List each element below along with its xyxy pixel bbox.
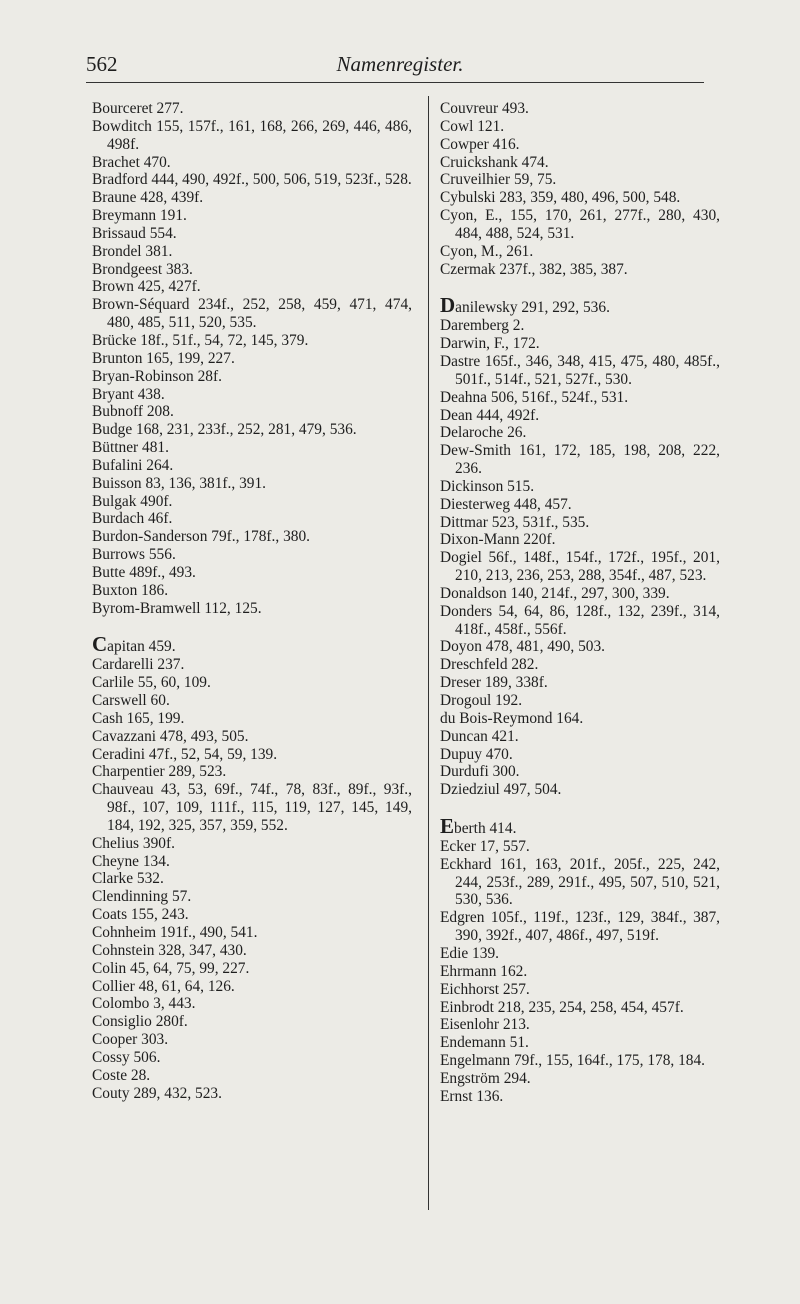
index-entry: Burdon-Sanderson 79f., 178f., 380.	[92, 528, 311, 546]
index-entry: Brown-Séquard 234f., 252, 258, 459, 471, 474, 480, 485, 511, 520, 535.	[92, 296, 412, 332]
index-entry: Clarke 532.	[92, 870, 164, 888]
index-entry: Byrom-Bramwell 112, 125.	[92, 599, 262, 617]
index-entry: Cowper 416.	[440, 135, 520, 153]
index-entry: Bubnoff 208.	[92, 403, 174, 421]
index-entry: Ecker 17, 557.	[440, 837, 530, 855]
index-entry: Dean 444, 492f.	[440, 406, 540, 424]
index-entry: Bulgak 490f.	[92, 492, 173, 510]
index-entry: Einbrodt 218, 235, 254, 258, 454, 457f.	[440, 998, 684, 1016]
index-entry: Budge 168, 231, 233f., 252, 281, 479, 536.	[92, 421, 357, 439]
index-entry: Cowl 121.	[440, 117, 505, 135]
index-entry: Braune 428, 439f.	[92, 189, 204, 207]
running-title: Namenregister.	[336, 52, 464, 76]
index-entry: Dogiel 56f., 148f., 154f., 172f., 195f., 201, 210, 213, 236, 253, 288, 354f., 487, 523.	[440, 549, 720, 585]
index-entry: Burdach 46f.	[92, 510, 173, 528]
index-entry: Bourceret 277.	[92, 100, 184, 117]
index-entry: Cooper 303.	[92, 1031, 169, 1049]
index-entry: Chauveau 43, 53, 69f., 74f., 78, 83f., 89f., 93f., 98f., 107, 109, 111f., 115, 119, 127, 145, 149, 184, 192, 325, 357, 359, 552.	[92, 781, 412, 834]
index-entry: Donders 54, 64, 86, 128f., 132, 239f., 314, 418f., 458f., 556f.	[440, 602, 720, 638]
index-entry: Dittmar 523, 531f., 535.	[440, 513, 590, 531]
index-entry: Engström 294.	[440, 1069, 531, 1087]
index-entry: Brunton 165, 199, 227.	[92, 349, 235, 367]
index-entry: Cossy 506.	[92, 1048, 161, 1066]
index-entry: Eichhorst 257.	[440, 980, 530, 998]
index-entry: Ernst 136.	[440, 1087, 504, 1105]
index-entry: Consiglio 280f.	[92, 1013, 188, 1031]
index-entry: Cohnstein 328, 347, 430.	[92, 941, 247, 959]
index-entry: Coats 155, 243.	[92, 906, 189, 924]
index-entry: Eberth 414.	[440, 814, 517, 839]
index-entry: Dreschfeld 282.	[440, 656, 539, 674]
index-entry: Cruveilhier 59, 75.	[440, 171, 557, 189]
section-gap	[440, 799, 720, 818]
index-entry: Cavazzani 478, 493, 505.	[92, 727, 249, 745]
index-entry: du Bois-Reymond 164.	[440, 709, 584, 727]
index-entry: Edie 139.	[440, 944, 499, 962]
index-entry: Coste 28.	[92, 1066, 151, 1084]
index-entry: Delaroche 26.	[440, 424, 527, 442]
index-entry: Couvreur 493.	[440, 100, 529, 117]
index-entry: Brown 425, 427f.	[92, 278, 201, 296]
index-entry: Cybulski 283, 359, 480, 496, 500, 548.	[440, 189, 681, 207]
index-entry: Bowditch 155, 157f., 161, 168, 266, 269, 446, 486, 498f.	[92, 117, 412, 153]
index-entry: Daremberg 2.	[440, 317, 525, 335]
index-entry: Brachet 470.	[92, 153, 171, 171]
index-entry: Buxton 186.	[92, 581, 169, 599]
index-entry: Clendinning 57.	[92, 888, 192, 906]
index-entry: Drogoul 192.	[440, 692, 523, 709]
index-entry: Dickinson 515.	[440, 477, 535, 495]
index-entry: Darwin, F., 172.	[440, 335, 540, 353]
index-entry: Charpentier 289, 523.	[92, 763, 227, 781]
index-entry: Edgren 105f., 119f., 123f., 129, 384f., 387, 390, 392f., 407, 486f., 497, 519f.	[440, 909, 720, 945]
index-entry: Engelmann 79f., 155, 164f., 175, 178, 184.	[440, 1052, 706, 1070]
index-entry: Cohnheim 191f., 490, 541.	[92, 923, 258, 941]
section-gap	[440, 278, 720, 297]
index-entry: Butte 489f., 493.	[92, 563, 196, 581]
index-entry: Dixon-Mann 220f.	[440, 531, 556, 549]
index-entry: Büttner 481.	[92, 439, 169, 457]
index-entry: Ehrmann 162.	[440, 962, 528, 980]
index-entry: Bryant 438.	[92, 385, 165, 403]
index-entry: Brondel 381.	[92, 242, 173, 260]
index-entry: Carlile 55, 60, 109.	[92, 674, 211, 692]
index-entry: Cash 165, 199.	[92, 709, 185, 727]
index-entry: Colin 45, 64, 75, 99, 227.	[92, 959, 250, 977]
index-entry: Bufalini 264.	[92, 456, 174, 474]
left-column	[92, 100, 412, 1102]
column-divider	[428, 96, 429, 1210]
index-entry: Dziedziul 497, 504.	[440, 781, 562, 799]
index-entry: Dupuy 470.	[440, 745, 513, 763]
page-number: 562	[86, 52, 118, 76]
index-entry: Endemann 51.	[440, 1034, 529, 1052]
index-entry: Collier 48, 61, 64, 126.	[92, 977, 235, 995]
index-entry: Buisson 83, 136, 381f., 391.	[92, 474, 267, 492]
index-entry: Cyon, E., 155, 170, 261, 277f., 280, 430, 484, 488, 524, 531.	[440, 207, 720, 242]
index-entry: Ceradini 47f., 52, 54, 59, 139.	[92, 745, 278, 763]
index-entry: Cheyne 134.	[92, 852, 170, 870]
index-entry: Eisenlohr 213.	[440, 1016, 530, 1034]
index-entry: Chelius 390f.	[92, 834, 175, 852]
index-entry: Bryan-Robinson 28f.	[92, 367, 222, 385]
index-entry: Brissaud 554.	[92, 224, 177, 242]
index-entry: Dew-Smith 161, 172, 185, 198, 208, 222, 236.	[440, 442, 720, 478]
index-entry: Deahna 506, 516f., 524f., 531.	[440, 388, 629, 406]
index-entry: Cruickshank 474.	[440, 153, 549, 171]
index-entry: Cardarelli 237.	[92, 656, 185, 674]
right-column	[440, 100, 720, 1106]
index-entry: Bradford 444, 490, 492f., 500, 506, 519, 523f., 528.	[92, 171, 412, 189]
index-entry: Diesterweg 448, 457.	[440, 495, 572, 513]
index-entry: Donaldson 140, 214f., 297, 300, 339.	[440, 584, 670, 602]
index-entry: Cyon, M., 261.	[440, 242, 534, 260]
index-entry: Doyon 478, 481, 490, 503.	[440, 638, 606, 656]
index-entry: Eckhard 161, 163, 201f., 205f., 225, 242, 244, 253f., 289, 291f., 495, 507, 510, 521, 530, 536.	[440, 855, 720, 909]
header-rule	[86, 82, 704, 83]
index-entry: Brücke 18f., 51f., 54, 72, 145, 379.	[92, 331, 309, 349]
section-gap	[92, 617, 412, 636]
index-entry: Burrows 556.	[92, 546, 176, 564]
index-entry: Czermak 237f., 382, 385, 387.	[440, 260, 628, 278]
index-entry: Colombo 3, 443.	[92, 995, 196, 1013]
index-entry: Capitan 459.	[92, 632, 176, 657]
index-entry: Durdufi 300.	[440, 763, 520, 781]
index-entry: Breymann 191.	[92, 207, 187, 225]
index-entry: Dastre 165f., 346, 348, 415, 475, 480, 485f., 501f., 514f., 521, 527f., 530.	[440, 352, 720, 388]
index-entry: Brondgeest 383.	[92, 260, 193, 278]
index-entry: Dreser 189, 338f.	[440, 674, 548, 692]
index-entry: Carswell 60.	[92, 692, 170, 709]
index-entry: Couty 289, 432, 523.	[92, 1084, 222, 1102]
index-entry: Danilewsky 291, 292, 536.	[440, 293, 610, 318]
index-entry: Duncan 421.	[440, 727, 519, 745]
